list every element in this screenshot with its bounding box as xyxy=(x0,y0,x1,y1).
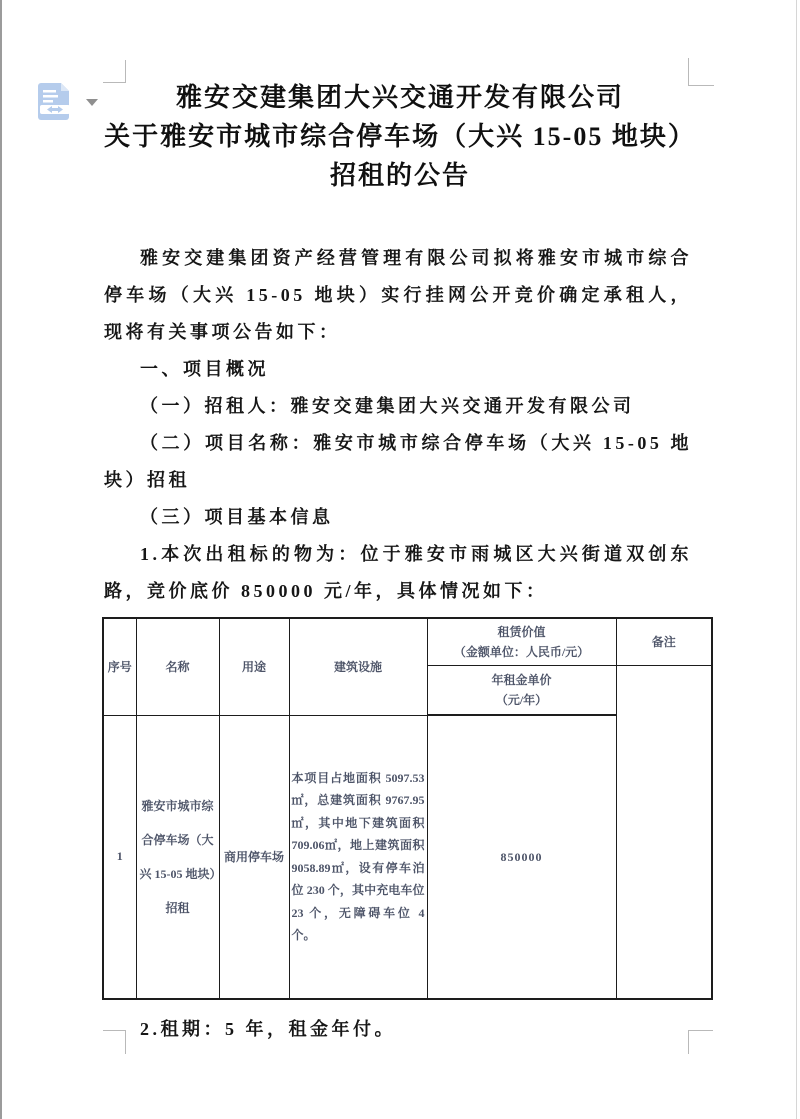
clause-lease-term: 2.租期：5 年，租金年付。 xyxy=(140,1019,396,1039)
table-header-row-1 xyxy=(103,618,712,666)
header-name: 名称 xyxy=(136,618,219,715)
title-line-1: 雅安交建集团大兴交通开发有限公司 xyxy=(175,83,624,112)
item-project-name: （二）项目名称：雅安市城市综合停车场（大兴 15-05 地块）招租 xyxy=(104,433,692,490)
intro-paragraph: 雅安交建集团资产经营管理有限公司拟将雅安市城市综合停车场（大兴 15-05 地块）实行挂网公开竞价确定承租人，现将有关事项公告如下： xyxy=(104,248,692,342)
title-line-3: 招租的公告 xyxy=(329,161,470,190)
header-annual-rent-line2: （元/年） xyxy=(495,693,548,707)
clause-rental-object: 1.本次出租标的物为：位于雅安市雨城区大兴街道双创东路，竞价底价 850000 元/年，具体情况如下： xyxy=(104,544,692,601)
header-annual-rent xyxy=(427,666,616,716)
document-body xyxy=(104,240,692,1048)
header-lease-value-line2: （金额单位：人民币/元） xyxy=(453,645,590,659)
section-heading: 一、项目概况 xyxy=(140,359,269,379)
header-lease-value-line1: 租赁价值 xyxy=(497,625,546,639)
item-basic-info: （三）项目基本信息 xyxy=(140,507,334,527)
header-remark: 备注 xyxy=(616,618,712,666)
header-annual-rent-line1: 年租金单价 xyxy=(491,673,552,687)
remark-cell xyxy=(616,666,712,1000)
header-no: 序号 xyxy=(103,618,136,715)
header-facilities: 建筑设施 xyxy=(289,618,427,715)
row-use-cell: 商用停车场 xyxy=(219,715,289,999)
project-info-table xyxy=(102,617,713,1000)
row-annual-rent-cell: 850000 xyxy=(427,715,616,999)
title-line-2: 关于雅安市城市综合停车场（大兴 15-05 地块） xyxy=(104,122,696,151)
row-name-cell: 雅安市城市综合停车场（大兴 15-05 地块）招租 xyxy=(136,715,219,999)
header-use: 用途 xyxy=(219,618,289,715)
row-facilities-cell: 本项目占地面积 5097.53㎡，总建筑面积 9767.95㎡，其中地下建筑面积 709.06㎡，地上建筑面积 9058.89㎡，设有停车泊位 230 个，其中充电车位 23 个，无障碍车位 4 个。 xyxy=(289,715,427,999)
header-lease-value xyxy=(427,618,616,666)
item-lessor: （一）招租人：雅安交建集团大兴交通开发有限公司 xyxy=(140,396,635,416)
row-no-cell: 1 xyxy=(103,715,136,999)
document-title xyxy=(0,78,800,195)
